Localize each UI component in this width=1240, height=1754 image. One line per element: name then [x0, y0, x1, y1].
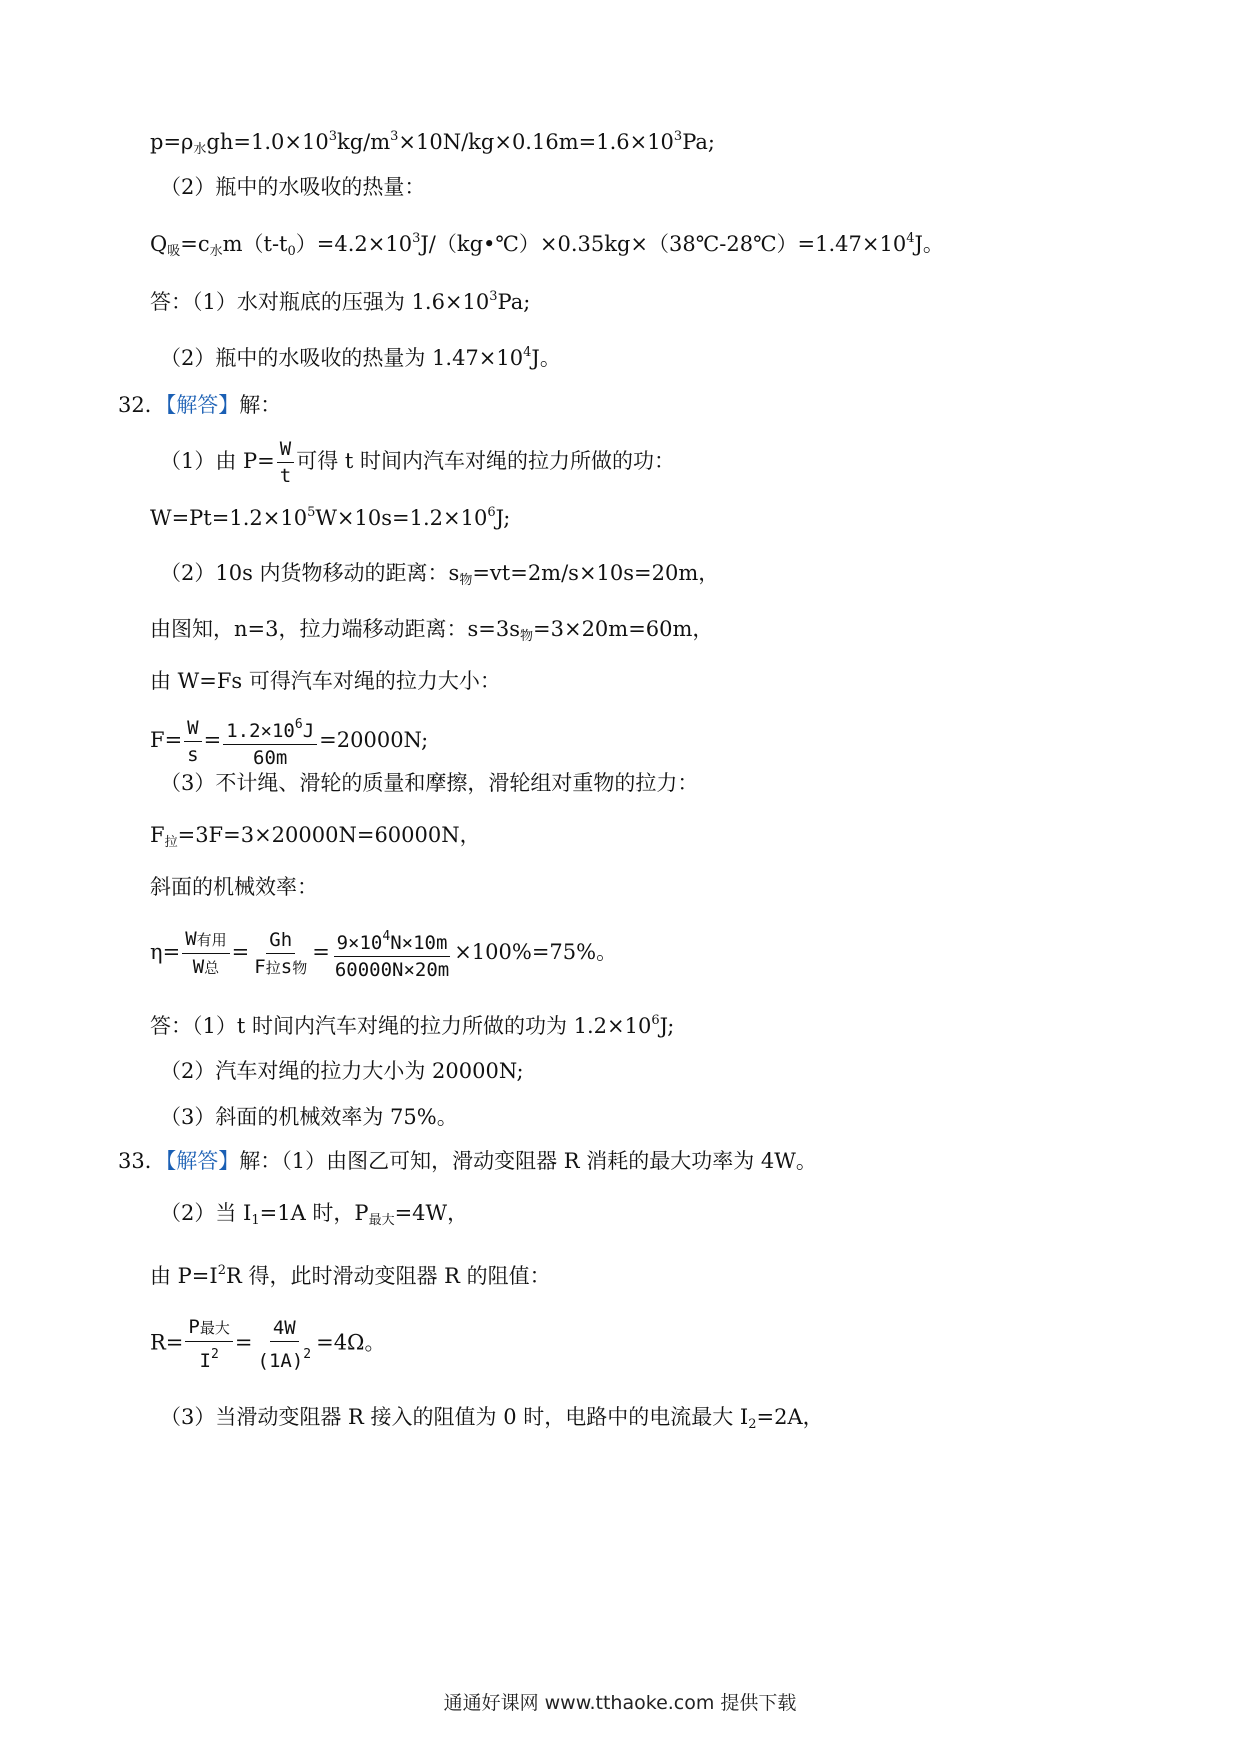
- fraction-power-over-current: $\frac{\text{P最大}}{I^2}$: [185, 1314, 232, 1374]
- answer-tag: 【解答】: [165, 393, 240, 417]
- force-intro-line: 由 W=Fs 可得汽车对绳的拉力大小：: [150, 669, 501, 693]
- work-calc-line: $W=Pt=1.2\times 10^5W\times 10s=1.2\times 10^6J$;: [150, 505, 511, 530]
- current-power-line: （2）当 $I_1=1A$ 时，$P_{最大}=4W$，: [160, 1201, 469, 1228]
- heat-absorbed-heading: （2）瓶中的水吸收的热量：: [160, 175, 426, 199]
- heat-calc-line: $Q_吸=c_水m(t-t_0)=4.2\times 10^3J/(kg•℃)\times 0.35kg\times(38℃-28℃)=1.47\times 10^4J$。: [150, 231, 944, 259]
- power-formula-line: （1）由 P= $\frac{W}{t}$ 可得 t 时间内汽车对绳的拉力所做的功：: [160, 438, 676, 487]
- efficiency-calc-line: η= $\frac{\text{W有用}}{\text{W总}}$ = $\frac{Gh}{\text{F拉s物}}$ = $\frac{9\times 10^4N\times 10m}{60000N\times 20m}$ ×100%=75%。: [150, 924, 617, 983]
- fraction-w-over-s: $\frac{W}{s}$: [184, 715, 201, 768]
- force-calc-line: F= $\frac{W}{s}$ = $\frac{1.2\times 10^6J}{60m}$ =20000N;: [150, 712, 428, 771]
- answer-32-1: 答：（1）t 时间内汽车对绳的拉力所做的功为 $1.2\times 10^6J$;: [150, 1013, 675, 1038]
- rope-distance-line: 由图知，n=3，拉力端移动距离：$s=3s_物=3\times 20m=60m$，: [150, 617, 714, 644]
- answer-tag: 【解答】: [165, 1149, 240, 1173]
- answer-32-2: （2）汽车对绳的拉力大小为 20000N;: [160, 1059, 524, 1083]
- fraction-work-over-distance: $\frac{1.2\times 10^6J}{60m}$: [223, 712, 317, 771]
- footer-source: 通通好课网 www.tthaoke.com 提供下载: [443, 1692, 797, 1714]
- question-32-header: 32．【解答】解：: [118, 393, 282, 417]
- answer-31-1: 答：（1）水对瓶底的压强为 $1.6\times 10^3Pa$;: [150, 289, 531, 314]
- max-current-line: （3）当滑动变阻器 R 接入的阻值为 0 时，电路中的电流最大 $I_2=2A$，: [160, 1405, 824, 1432]
- fraction-w-over-t: $\frac{W}{t}$: [277, 436, 294, 489]
- answer-31-2: （2）瓶中的水吸收的热量为 $1.47\times 10^4J$。: [160, 345, 561, 370]
- pull-force-calc-line: $F_拉=3F=3\times 20000N=60000N$，: [150, 823, 481, 850]
- distance-line: （2）10s 内货物移动的距离：$s_物=vt=2m/s\times 10s=20m$，: [160, 561, 720, 588]
- fraction-4w-over-1a: $\frac{4W}{(1A)^2}$: [257, 1316, 312, 1372]
- efficiency-heading: 斜面的机械效率：: [150, 875, 318, 899]
- pulley-force-heading: （3）不计绳、滑轮的质量和摩擦，滑轮组对重物的拉力：: [160, 771, 699, 795]
- fraction-useful-over-total: $\frac{\text{W有用}}{\text{W总}}$: [182, 926, 229, 981]
- fraction-efficiency-values: $\frac{9\times 10^4N\times 10m}{60000N\times 20m}$: [332, 924, 452, 983]
- answer-32-3: （3）斜面的机械效率为 75%。: [160, 1105, 458, 1129]
- resistance-calc-line: R= $\frac{\text{P最大}}{I^2}$ = $\frac{4W}{(1A)^2}$ =4Ω。: [150, 1316, 386, 1372]
- resistance-intro-line: 由 $P=I^2R$ 得，此时滑动变阻器 R 的阻值：: [150, 1263, 551, 1288]
- fraction-gh-over-fs: $\frac{Gh}{\text{F拉s物}}$: [254, 928, 308, 978]
- question-33-header: 33．【解答】解：（1）由图乙可知，滑动变阻器 R 消耗的最大功率为 4W。: [118, 1149, 817, 1173]
- pressure-calc-line: $p=\rho_水gh=1.0\times 10^3kg/m^3\times 10N/kg\times 0.16m=1.6\times 10^3Pa$;: [150, 129, 715, 157]
